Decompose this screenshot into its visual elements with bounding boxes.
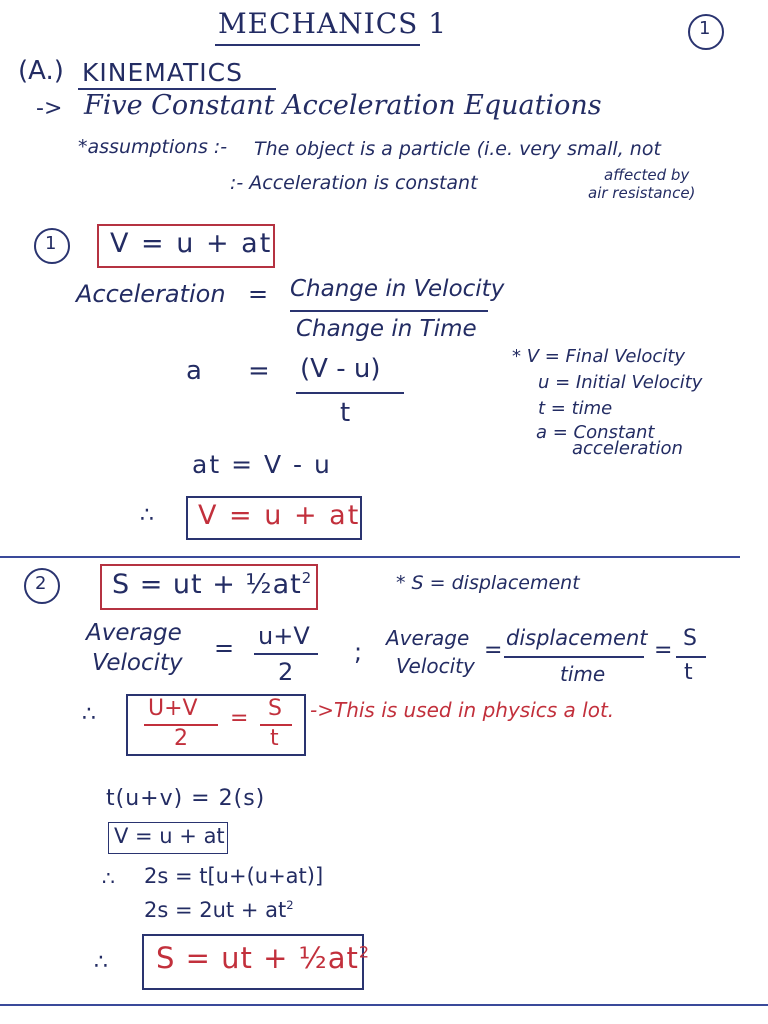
- step-3: 2s = t[u+(u+at)]: [144, 864, 324, 888]
- legend-line-4: a = Constant: [536, 422, 655, 443]
- avg-fraction-line: [254, 653, 318, 655]
- legend-line-3: t = time: [538, 398, 613, 419]
- a-eq: =: [248, 356, 270, 386]
- bottom-divider: [0, 1004, 768, 1006]
- eq2-therefore-3: ∴: [94, 950, 108, 975]
- avg2-lhs-2: Velocity: [396, 654, 475, 678]
- step-4-sup: 2: [286, 898, 294, 912]
- a-numerator: (V - u): [300, 354, 381, 384]
- subheading-arrow: ->: [36, 96, 63, 121]
- avg-numerator: u+V: [258, 622, 310, 650]
- acceleration-eq: =: [248, 280, 269, 308]
- acceleration-label: Acceleration: [76, 280, 226, 308]
- avg2-fraction-line: [504, 656, 644, 658]
- avg-lhs-2: Velocity: [92, 650, 183, 676]
- avg2-numerator: displacement: [506, 626, 648, 650]
- avg-lhs-1: Average: [86, 620, 182, 646]
- legend-line-5: acceleration: [572, 438, 683, 459]
- physics-note: ->This is used in physics a lot.: [310, 698, 615, 722]
- avg2-numerator-s: S: [683, 626, 697, 651]
- eq2-therefore-1: ∴: [82, 702, 96, 727]
- section-heading: KINEMATICS: [82, 58, 243, 87]
- avg-denominator: 2: [278, 658, 294, 686]
- box-eq: =: [230, 706, 249, 731]
- avg2-denominator-t: t: [684, 660, 693, 685]
- avg2-lhs-1: Average: [386, 626, 470, 650]
- def-fraction-line: [290, 310, 488, 312]
- assumption-2: :- Acceleration is constant: [230, 172, 478, 194]
- eq1-number: 1: [45, 233, 57, 254]
- legend-line-2: u = Initial Velocity: [538, 372, 703, 393]
- eq2-number: 2: [35, 573, 47, 594]
- displacement-note: * S = displacement: [396, 572, 580, 594]
- assumption-1-cont2: air resistance): [588, 184, 696, 202]
- avg2-fraction-line-2: [676, 656, 706, 658]
- eq2-boxed-formula: [112, 571, 312, 598]
- def-numerator: Change in Velocity: [290, 276, 505, 302]
- avg2-eq: =: [484, 638, 503, 663]
- step-2: V = u + at: [114, 824, 225, 848]
- a-denominator: t: [340, 398, 351, 428]
- avg2-eq2: =: [654, 638, 673, 663]
- box-numerator-left: U+V: [148, 696, 198, 721]
- step-1: t(u+v) = 2(s): [106, 786, 266, 811]
- step-4: [144, 900, 294, 921]
- avg2-denominator: time: [560, 662, 606, 686]
- section-label: (A.): [18, 56, 64, 86]
- box-denominator-right: t: [270, 726, 279, 751]
- page-number: 1: [699, 18, 711, 39]
- eq2-boxed-sup: 2: [301, 569, 313, 587]
- assumption-1-cont: affected by: [604, 166, 690, 184]
- final-result-sup: 2: [358, 942, 371, 962]
- legend-line-1: * V = Final Velocity: [512, 346, 686, 367]
- assumptions-label: *assumptions :-: [78, 136, 228, 158]
- page-title: MECHANICS 1: [218, 7, 448, 40]
- eq1-therefore: ∴: [140, 503, 154, 528]
- assumption-1: The object is a particle (i.e. very small, not: [254, 138, 661, 160]
- a-lhs: a: [186, 356, 202, 386]
- title-underline: [215, 44, 420, 46]
- box-numerator-right: S: [268, 696, 282, 721]
- eq1-result: V = u + at: [198, 500, 361, 531]
- eq1-boxed-formula: V = u + at: [110, 228, 273, 259]
- subheading: Five Constant Acceleration Equations: [84, 90, 602, 121]
- box-denominator-left: 2: [174, 726, 188, 751]
- eq2-therefore-2: ∴: [102, 866, 115, 890]
- semicolon: ;: [354, 638, 363, 666]
- def-denominator: Change in Time: [296, 316, 477, 342]
- final-result-main: S = ut + ½at: [156, 941, 359, 975]
- step-4-main: 2s = 2ut + at: [144, 898, 287, 922]
- at-line: at = V - u: [192, 450, 332, 479]
- final-result: [156, 941, 371, 975]
- a-fraction-line: [296, 392, 404, 394]
- eq2-boxed-main: S = ut + ½at: [112, 569, 302, 600]
- avg-eq: =: [214, 634, 235, 662]
- section-divider: [0, 556, 740, 558]
